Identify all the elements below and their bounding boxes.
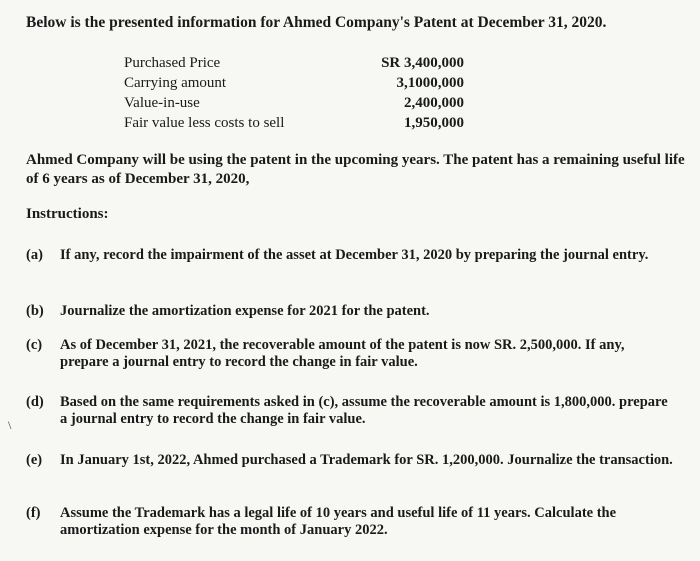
info-value: 2,400,000	[404, 95, 464, 111]
item-text: Assume the Trademark has a legal life of 10 years and useful life of 11 years. Calculate the amortization expense for the month of January 2022.	[60, 505, 617, 538]
info-label: Purchased Price	[124, 55, 221, 71]
info-row-value-in-use	[124, 95, 464, 115]
info-value: 3,1000,000	[396, 75, 464, 91]
info-label: Carrying amount	[124, 75, 227, 91]
item-text: In January 1st, 2022, Ahmed purchased a Trademark for SR. 1,200,000. Journalize the transaction.	[60, 452, 673, 468]
item-text: Journalize the amortization expense for 2021 for the patent.	[60, 303, 430, 319]
item-text: As of December 31, 2021, the recoverable amount of the patent is now SR. 2,500,000. If any, prepare a journal entry to record the change in fair value.	[60, 337, 625, 370]
margin-mark: \	[8, 418, 12, 432]
item-letter: (d)	[26, 394, 44, 410]
info-row-carrying-amount	[124, 75, 464, 95]
info-value: 1,950,000	[404, 115, 464, 131]
info-label: Value-in-use	[124, 95, 200, 111]
item-text: Based on the same requirements asked in (c), assume the recoverable amount is 1,800,000. prepare a journal entry to record the change in fair value.	[60, 394, 668, 427]
patent-info-table	[124, 55, 464, 135]
instructions-heading: Instructions:	[26, 206, 109, 222]
item-letter: (f)	[26, 505, 41, 521]
item-letter: (e)	[26, 452, 43, 468]
item-letter: (b)	[26, 303, 44, 319]
info-row-purchased-price	[124, 55, 464, 75]
info-value: SR 3,400,000	[381, 55, 464, 71]
document-heading: Below is the presented information for Ahmed Company's Patent at December 31, 2020.	[26, 14, 607, 31]
item-letter: (a)	[26, 247, 43, 263]
info-row-fair-value	[124, 115, 464, 135]
info-label: Fair value less costs to sell	[124, 115, 285, 131]
item-letter: (c)	[26, 337, 43, 353]
item-text: If any, record the impairment of the asset at December 31, 2020 by preparing the journal entry.	[60, 247, 649, 263]
patent-description: Ahmed Company will be using the patent in the upcoming years. The patent has a remaining useful life of 6 years as of December 31, 2020,	[26, 152, 685, 187]
